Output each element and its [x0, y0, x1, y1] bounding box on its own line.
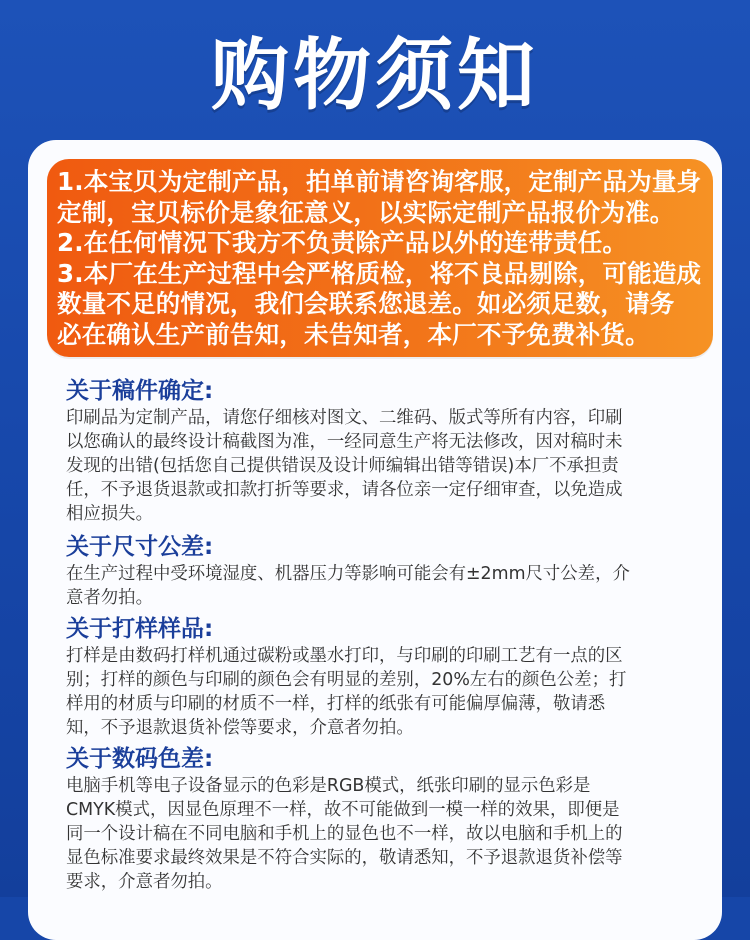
- section-proof-samples: [66, 614, 696, 740]
- section-line: 打样是由数码打样机通过碳粉或墨水打印，与印刷的印刷工艺有一点的区: [66, 646, 623, 666]
- notice-line: 必在确认生产前告知，未告知者，本厂不予免费补货。: [57, 319, 650, 349]
- notice-line: 3.本厂在生产过程中会严格质检，将不良品剔除，可能造成: [57, 258, 702, 288]
- section-line: 意者勿拍。: [66, 588, 153, 608]
- page-title: 购物须知: [210, 31, 539, 121]
- notice-line: 定制，宝贝标价是象征意义，以实际定制产品报价为准。: [57, 197, 675, 227]
- section-line: 样用的材质与印刷的材质不一样，打样的纸张有可能偏厚偏薄，敬请悉: [66, 694, 606, 714]
- section-line: 任，不予退货退款或扣款打折等要求，请各位亲一定仔细审查，以免造成: [66, 480, 623, 500]
- section-line: 要求，介意者勿拍。: [66, 872, 223, 892]
- section-manuscript: [66, 376, 696, 526]
- section-digital-color: [66, 744, 696, 894]
- section-line: 显色标准要求最终效果是不符合实际的，敬请悉知，不予退款退货补偿等: [66, 848, 623, 868]
- section-line: 电脑手机等电子设备显示的色彩是RGB模式，纸张印刷的显示色彩是: [66, 776, 591, 796]
- section-line: CMYK模式，因显色原理不一样，故不可能做到一模一样的效果，即便是: [66, 800, 620, 820]
- section-line: 知，不予退款退货补偿等要求，介意者勿拍。: [66, 718, 414, 738]
- section-heading: 关于尺寸公差:: [66, 534, 214, 560]
- section-line: 别；打样的颜色与印刷的颜色会有明显的差别，20%左右的颜色公差；打: [66, 670, 627, 690]
- section-line: 印刷品为定制产品，请您仔细核对图文、二维码、版式等所有内容，印刷: [66, 408, 623, 428]
- section-line: 发现的出错(包括您自己提供错误及设计师编辑出错等错误)本厂不承担责: [66, 456, 619, 476]
- section-line: 在生产过程中受环境湿度、机器压力等影响可能会有±2mm尺寸公差，介: [66, 564, 630, 584]
- notice-line: 1.本宝贝为定制产品，拍单前请咨询客服，定制产品为量身: [57, 167, 702, 196]
- section-line: 以您确认的最终设计稿截图为准，一经同意生产将无法修改，因对稿时未: [66, 432, 623, 452]
- section-heading: 关于打样样品:: [66, 616, 214, 642]
- notice-line: 数量不足的情况，我们会联系您退差。如必须足数，请务: [57, 289, 675, 318]
- section-line: 同一个设计稿在不同电脑和手机上的显色也不一样，故以电脑和手机上的: [66, 824, 623, 844]
- section-size-tolerance: [66, 532, 696, 610]
- section-line: 相应损失。: [66, 504, 153, 524]
- section-heading: 关于稿件确定:: [66, 378, 214, 404]
- notice-banner: [47, 159, 713, 357]
- notice-text: [57, 167, 707, 350]
- policy-content: [66, 376, 696, 898]
- section-heading: 关于数码色差:: [66, 746, 214, 772]
- notice-line: 2.在任何情况下我方不负责除产品以外的连带责任。: [57, 228, 628, 257]
